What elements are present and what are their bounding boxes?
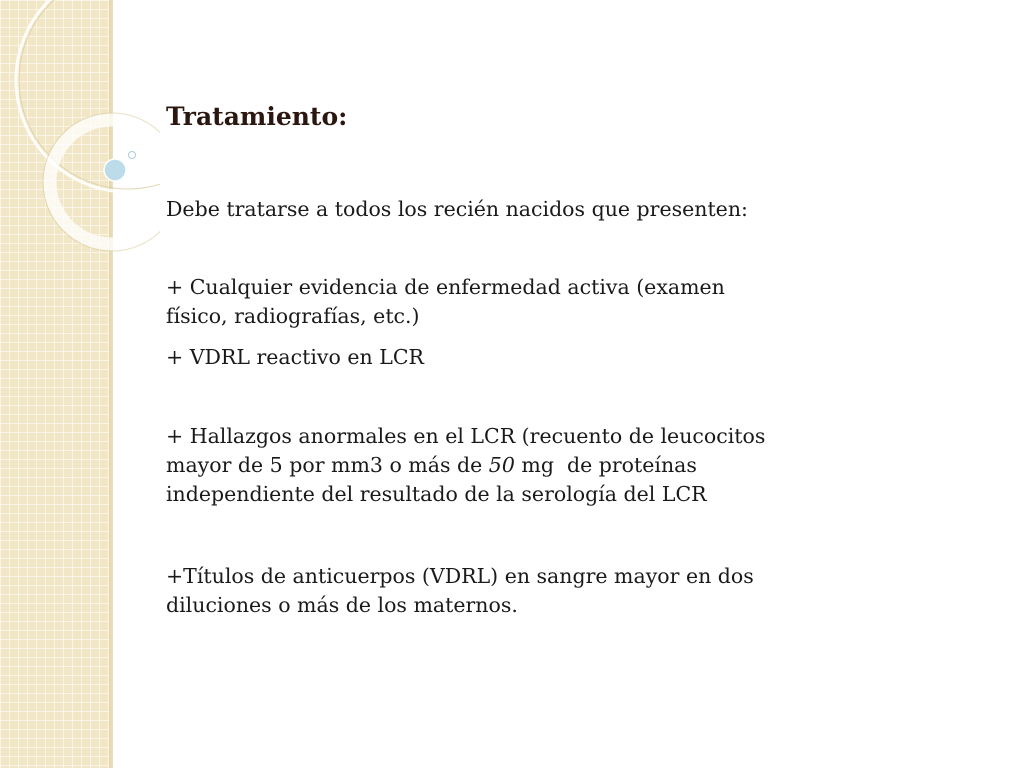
- line-2-end: mg de proteínas: [514, 453, 697, 477]
- bullet-active-disease-line-2: físico, radiografías, etc.): [166, 304, 420, 328]
- bullet-abnormal-lcr-line-2: [166, 451, 926, 480]
- bullet-antibody-titers-line-1: +Títulos de anticuerpos (VDRL) en sangre mayor en dos: [166, 564, 754, 588]
- bullet-vdrl-lcr: + VDRL reactivo en LCR: [166, 345, 424, 369]
- small-ring: [50, 120, 160, 244]
- intro-text: Debe tratarse a todos los recién nacidos que presenten:: [166, 197, 748, 221]
- bullet-active-disease: [166, 273, 926, 331]
- bead-large: [104, 159, 126, 181]
- large-ring-shadow: [19, 0, 160, 189]
- line-2-italic-value: 50: [488, 453, 515, 477]
- decorative-rings-graphic: [0, 0, 160, 260]
- bullet-abnormal-lcr-line-1: + Hallazgos anormales en el LCR (recuento de leucocitos: [166, 424, 766, 448]
- bullet-antibody-titers: [166, 562, 926, 620]
- bullet-abnormal-lcr-line-3: independiente del resultado de la serología del LCR: [166, 482, 707, 506]
- large-ring: [16, 0, 160, 192]
- bullet-antibody-titers-line-2: diluciones o más de los maternos.: [166, 593, 518, 617]
- line-2-start: mayor de 5 por mm3 o más de: [166, 453, 489, 477]
- bullet-abnormal-lcr: [166, 422, 926, 509]
- bullet-active-disease-line-1: + Cualquier evidencia de enfermedad activa (examen: [166, 275, 725, 299]
- bead-small: [129, 152, 136, 159]
- slide-title: Tratamiento:: [166, 102, 348, 131]
